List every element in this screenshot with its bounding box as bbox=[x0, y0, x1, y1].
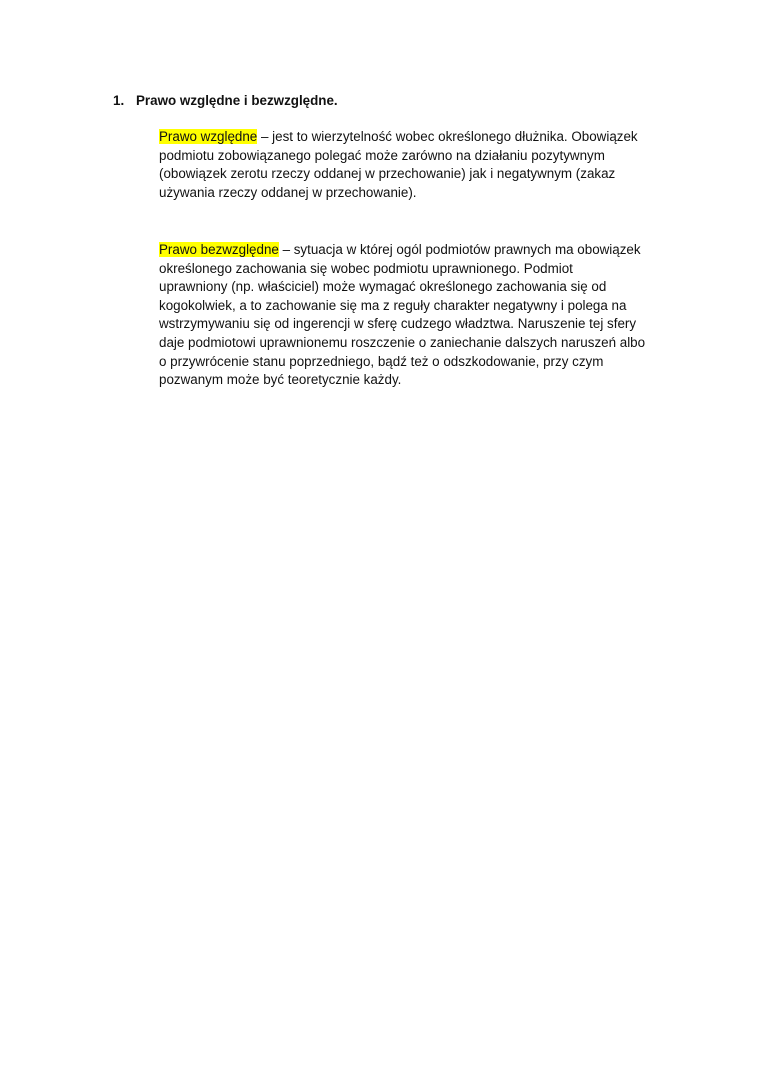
highlighted-term: Prawo bezwzględne bbox=[159, 242, 279, 257]
paragraph-line: używania rzeczy oddanej w przechowanie). bbox=[159, 184, 417, 200]
section-title: Prawo względne i bezwzględne. bbox=[136, 93, 338, 108]
section-number: 1. bbox=[113, 93, 125, 108]
section-heading bbox=[113, 91, 338, 110]
paragraph-line: o przywrócenie stanu poprzedniego, bądź też o odszkodowanie, przy czym bbox=[159, 353, 604, 369]
paragraph-relative-right bbox=[159, 128, 689, 202]
paragraph-absolute-right bbox=[159, 241, 689, 390]
paragraph-line: (obowiązek zerotu rzeczy oddanej w przechowanie) jak i negatywnym (zakaz bbox=[159, 166, 616, 182]
paragraph-line: kogokolwiek, a to zachowanie się ma z reguły charakter negatywny i polega na bbox=[159, 297, 627, 313]
paragraph-line: daje podmiotowi uprawnionemu roszczenie o zaniechanie dalszych naruszeń albo bbox=[159, 334, 646, 350]
paragraph-line bbox=[159, 241, 689, 260]
paragraph-line: pozwanym może być teoretycznie każdy. bbox=[159, 372, 402, 388]
paragraph-line: podmiotu zobowiązanego polegać może zarówno na działaniu pozytywnym bbox=[159, 147, 605, 163]
paragraph-line: określonego zachowania się wobec podmiotu uprawnionego. Podmiot bbox=[159, 260, 573, 276]
paragraph-text: – sytuacja w której ogól podmiotów prawnych ma obowiązek bbox=[278, 242, 641, 257]
paragraph-line: wstrzymywaniu się od ingerencji w sferę cudzego władztwa. Naruszenie tej sfery bbox=[159, 316, 637, 332]
paragraph-line: uprawniony (np. właściciel) może wymagać określonego zachowania się od bbox=[159, 279, 607, 295]
paragraph-line bbox=[159, 128, 689, 147]
highlighted-term: Prawo względne bbox=[159, 129, 258, 144]
paragraph-text: – jest to wierzytelność wobec określonego dłużnika. Obowiązek bbox=[257, 129, 638, 144]
